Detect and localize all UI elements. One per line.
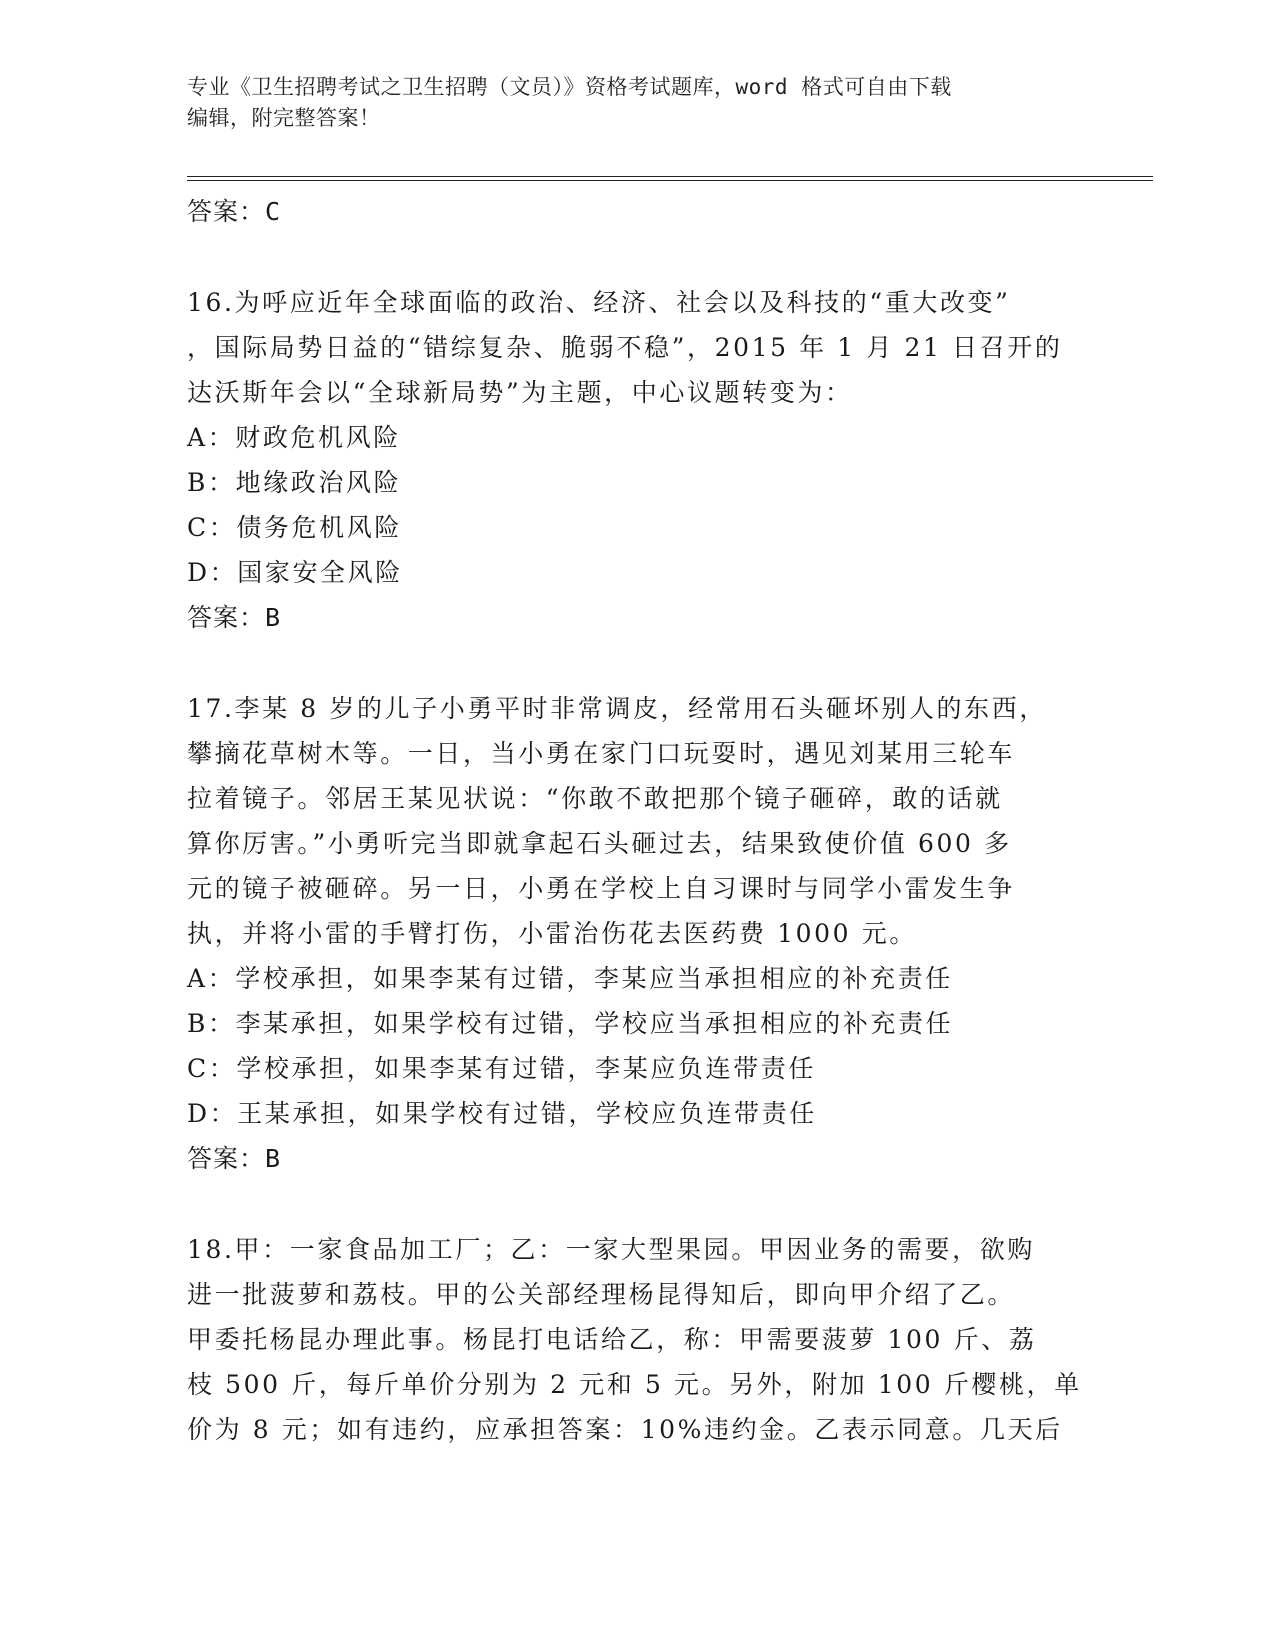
question-17 — [187, 686, 1087, 1181]
question-stem-line: 算你厉害。”小勇听完当即就拿起石头砸过去，结果致使价值 600 多 — [187, 829, 1012, 858]
question-stem-line: 价为 8 元；如有违约，应承担答案：10%违约金。乙表示同意。几天后 — [187, 1415, 1063, 1444]
question-stem-line: 16.为呼应近年全球面临的政治、经济、社会以及科技的“重大改变” — [187, 288, 1011, 317]
spacer — [187, 640, 1087, 686]
question-stem-line: 攀摘花草树木等。一日，当小勇在家门口玩耍时，遇见刘某用三轮车 — [187, 739, 1016, 768]
previous-answer: 答案：C — [187, 197, 282, 226]
option-c: C：债务危机风险 — [187, 513, 402, 542]
spacer — [187, 1181, 1087, 1227]
answer-line: 答案：B — [187, 1144, 282, 1173]
header-divider — [187, 176, 1153, 181]
header-line-2: 编辑，附完整答案！ — [187, 106, 381, 130]
question-stem-line: 拉着镜子。邻居王某见状说：“你敢不敢把那个镜子砸碎，敢的话就 — [187, 784, 1003, 813]
question-stem-line: 枝 500 斤，每斤单价分别为 2 元和 5 元。另外，附加 100 斤樱桃，单 — [187, 1370, 1082, 1399]
question-stem-line: 执，并将小雷的手臂打伤，小雷治伤花去医药费 1000 元。 — [187, 919, 917, 948]
option-d: D：王某承担，如果学校有过错，学校应负连带责任 — [187, 1099, 817, 1128]
option-b: B：李某承担，如果学校有过错，学校应当承担相应的补充责任 — [187, 1009, 954, 1038]
question-stem-line: 进一批菠萝和荔枝。甲的公关部经理杨昆得知后，即向甲介绍了乙。 — [187, 1280, 1016, 1309]
option-c: C：学校承担，如果李某有过错，李某应负连带责任 — [187, 1054, 816, 1083]
spacer — [187, 234, 1087, 280]
question-stem-line: 达沃斯年会以“全球新局势”为主题，中心议题转变为： — [187, 378, 853, 407]
option-d: D：国家安全风险 — [187, 558, 403, 587]
question-18 — [187, 1227, 1087, 1452]
header-line-1: 专业《卫生招聘考试之卫生招聘（文员）》资格考试题库，word 格式可自由下载 — [187, 75, 952, 99]
answer-line: 答案：B — [187, 603, 282, 632]
question-stem-line: 17.李某 8 岁的儿子小勇平时非常调皮，经常用石头砸坏别人的东西， — [187, 694, 1047, 723]
option-a: A：财政危机风险 — [187, 423, 401, 452]
question-stem-line: 甲委托杨昆办理此事。杨昆打电话给乙，称：甲需要菠萝 100 斤、荔 — [187, 1325, 1037, 1354]
question-stem-line: ，国际局势日益的“错综复杂、脆弱不稳”，2015 年 1 月 21 日召开的 — [187, 333, 1063, 362]
option-a: A：学校承担，如果李某有过错，李某应当承担相应的补充责任 — [187, 964, 953, 993]
option-b: B：地缘政治风险 — [187, 468, 402, 497]
question-stem-line: 元的镜子被砸碎。另一日，小勇在学校上自习课时与同学小雷发生争 — [187, 874, 1016, 903]
question-stem-line: 18.甲：一家食品加工厂；乙：一家大型果园。甲因业务的需要，欲购 — [187, 1235, 1035, 1264]
document-body — [187, 189, 1087, 1452]
page-header — [187, 72, 1087, 134]
question-16 — [187, 280, 1087, 640]
